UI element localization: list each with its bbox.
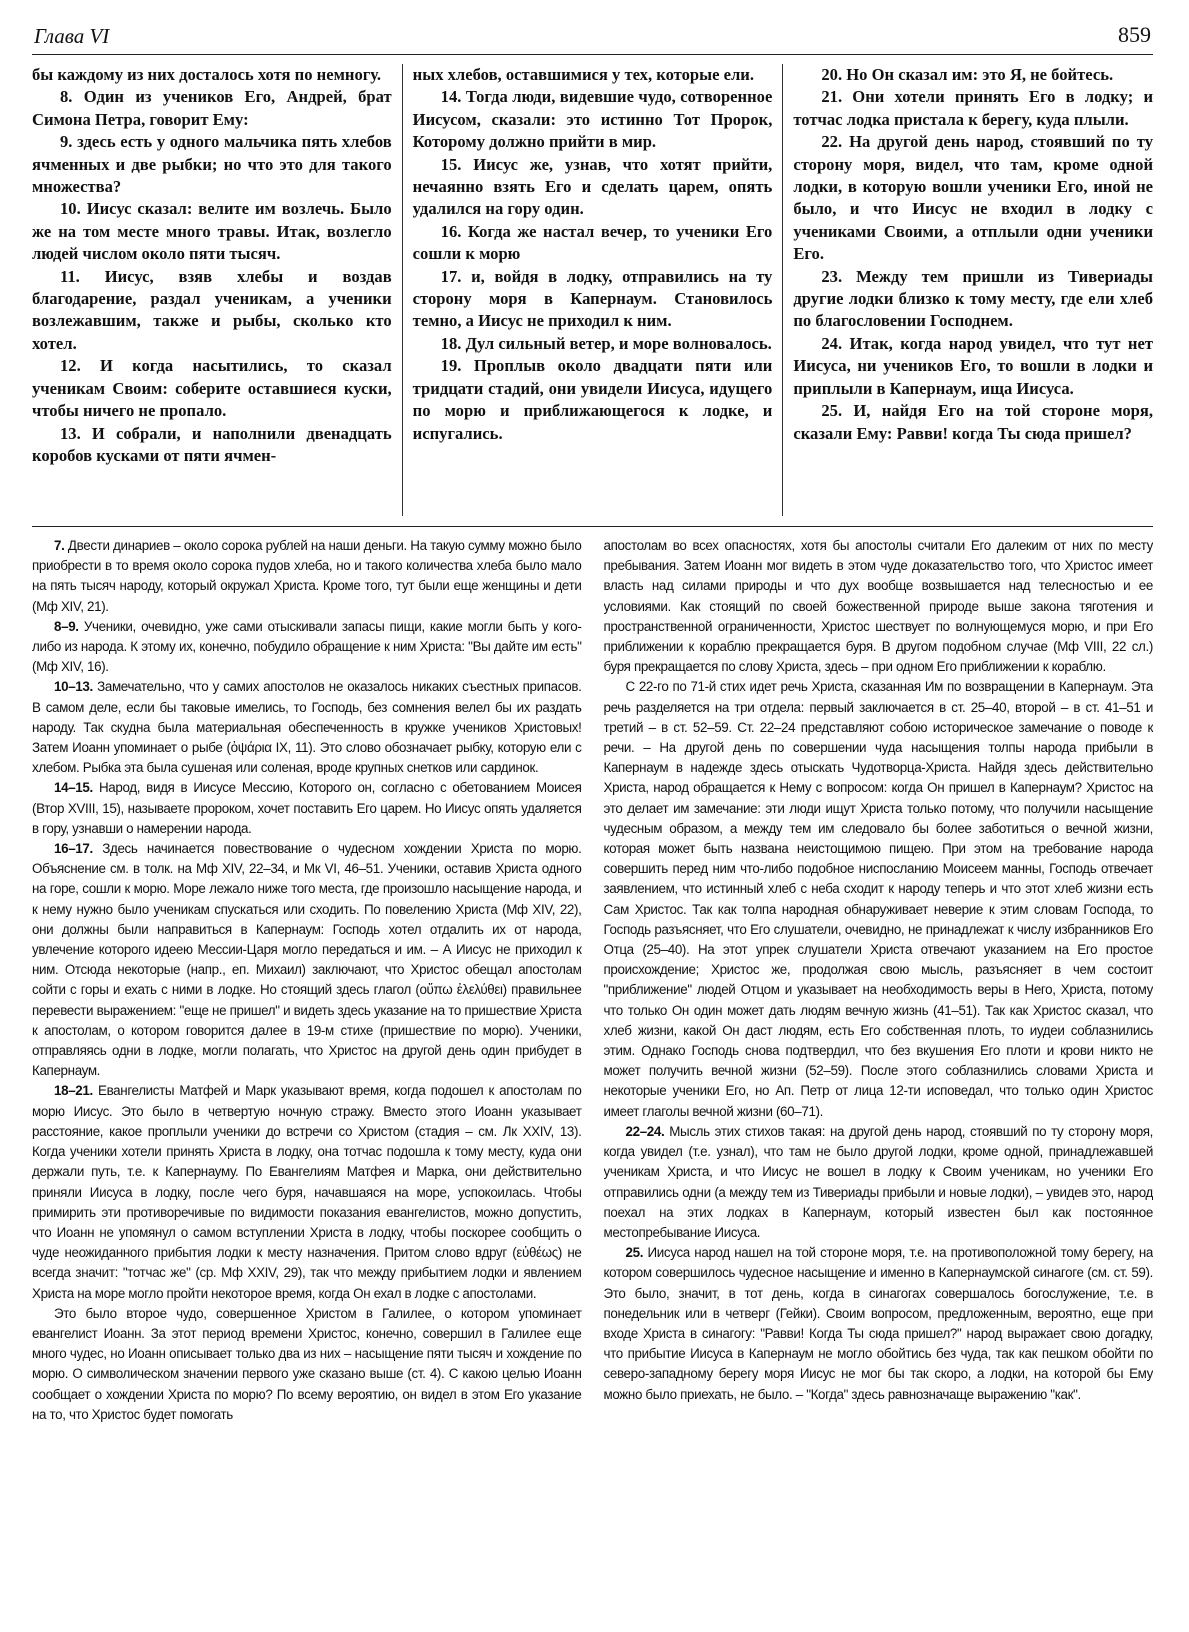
verse-text: 24. Итак, когда народ увидел, что тут нет Иисуса, ни учеников Его, то вошли в лодки и приплыли в Капернаум, ища Иисуса. xyxy=(793,333,1154,398)
verse-text: 25. И, найдя Его на той стороне моря, сказали Ему: Равви! когда Ты сюда пришел? xyxy=(793,401,1154,443)
page-number: 859 xyxy=(1118,22,1151,47)
verse-paragraph xyxy=(793,86,1153,131)
commentary-column-left xyxy=(32,536,582,1616)
verse-text: 21. Они хотели принять Его в лодку; и тотчас лодка пристала к берегу, куда плыли. xyxy=(793,87,1154,129)
verse-text: 8. Один из учеников Его, Андрей, брат Симона Петра, говорит Ему: xyxy=(32,87,392,129)
verse-text: 13. И собрали, и наполнили двенадцать коробов кусками от пяти ячмен- xyxy=(32,423,392,465)
commentary-verse-ref: 7. xyxy=(54,538,65,553)
verse-paragraph xyxy=(32,86,392,131)
commentary-text: Евангелисты Матфей и Марк указывают время, когда подошел к апостолам по морю Иисус. Это было в четвертую ночную стражу. Вместо этого Иоанн указывает расстояние, какое проплыли ученики до встречи со Христом (стадия – см. Лк XXIV, 13). Когда ученики хотели принять Христа в лодку, она тотчас подошла к тому месту, куда они держали путь, т.е. к Капернауму. По Евангелиям Матфея и Марка, они действительно приняли Иисуса в лодку, после чего буря, начавшаяся на море, успокоилась. Чтобы примирить эти противоречивые по видимости показания евангелистов, можно допустить, что Иоанн не упомянул о самом вступлении Христа в лодку, чтобы поскорее сообщить о чуде неожиданного прибытия лодки к месту назначения. Притом слово вдруг (εὐθέως) не всегда значит: "тотчас же" (ср. Мф XXIV, 29), так что между прибытием лодки и явлением Христа на море могло пройти некоторое время, когда Он ехал в лодке с апостолами. xyxy=(32,1083,582,1301)
verse-paragraph xyxy=(413,64,773,86)
verse-paragraph xyxy=(793,333,1153,400)
verse-columns xyxy=(32,64,1153,516)
commentary-verse-ref: 10–13. xyxy=(54,679,93,695)
commentary-paragraph xyxy=(32,617,582,678)
page-header xyxy=(32,20,1153,55)
commentary-verse-ref: 25. xyxy=(625,1245,644,1261)
commentary-paragraph xyxy=(604,1122,1154,1243)
commentary-text: Мысль этих стихов такая: на другой день народ, стоявший по ту сторону моря, когда увидел (т.е. узнал), что там не было другой лодки, кроме одной, принадлежавшей ученикам Христа, и что Иисус не вошел в лодку к Своим ученикам, но ученики Его отправились одни (а между тем из Тивериады прибыли и новые лодки), – увидев это, народ поехал на этих лодках в Капернаум, который известен был как постоянное местопребывание Иисуса. xyxy=(603,1123,1153,1240)
commentary-columns xyxy=(32,536,1153,1616)
commentary-verse-ref: 16–17. xyxy=(54,841,93,857)
verse-text: 22. На другой день народ, стоявший по ту сторону моря, видел, что там, кроме одной лодки, в которую вошли ученики Его, иной не было, и что Иисус не входил в лодку с учениками Своими, а отплыли одни ученики Его. xyxy=(793,132,1154,264)
commentary-verse-ref: 8–9. xyxy=(54,618,79,634)
verse-text: 19. Проплыв около двадцати пяти или тридцати стадий, они увидели Иисуса, идущего по морю и приближающегося к лодке, и испугались. xyxy=(412,356,773,443)
verse-text: 18. Дул сильный ветер, и море волновалось. xyxy=(440,333,772,353)
commentary-paragraph xyxy=(32,839,582,1081)
verse-paragraph xyxy=(793,266,1153,333)
verse-text: 12. И когда насытились, то сказал ученикам Своим: соберите оставшиеся куски, чтобы ничего не пропало. xyxy=(32,356,392,421)
verse-paragraph xyxy=(32,131,392,198)
verse-text: 17. и, войдя в лодку, отправились на ту сторону моря в Капернаум. Становилось темно, а Иисус не приходил к ним. xyxy=(412,266,773,331)
verse-paragraph xyxy=(32,198,392,265)
verse-text: 14. Тогда люди, видевшие чудо, сотворенное Иисусом, сказали: это истинно Тот Пророк, Которому должно прийти в мир. xyxy=(412,87,773,152)
commentary-text: С 22-го по 71-й стих идет речь Христа, сказанная Им по возвращении в Капернаум. Эта речь разделяется на три отдела: первый заключается в ст. 25–40, второй – в ст. 41–51 и третий – в ст. 52–59. Ст. 22–24 представляют собою историческое замечание о поводе к речи. – На другой день по совершении чуда насыщения толпы народа прибыли в Капернаум в надежде здесь отыскать Чудотворца-Христа. Найдя здесь действительно Христа, народ обращается к Нему с вопросом: когда Он пришел в Капернаум? Христос на это делает им замечание: эти люди ищут Христа только потому, что получили насыщение чудесным образом, а между тем им следовало бы более заботиться о вечной жизни, которая может быть названа неистощимою пищею. При этом на требование народа совершить перед ним что-либо подобное ниспосланию Моисеем манны, Господь отвечает заявлением, что истинный хлеб с неба сходит к народу теперь и что этот хлеб жизни есть Сам Христос. Так как толпа народная обнаруживает неверие к этим словам Господа, то Господь разъясняет, что Его слушатели, очевидно, не принадлежат к числу избранников Его Отца (25–40). На этот упрек слушатели Христа отвечают указанием на Его простое происхождение; Христос же, продолжая свою мысль, разъясняет в чем состоит "приближение" людей Отцом и указывает на необходимость веры в Него, Христа, потому что только Он один может дать людям вечную жизнь (41–51). Так как Христос сказал, что хлеб жизни, какой Он даст людям, есть Его собственная плоть, то иудеи соблазнились этим. Однако Господь снова подтвердил, что без вкушения Его плоти и крови никто не может получить вечной жизни (52–59). После этого соблазнились словами Христа и некоторые ученики Его, но Ап. Петр от лица 12-ти исповедал, что только один Христос имеет глаголы вечной жизни (60–71). xyxy=(603,679,1153,1119)
commentary-paragraph xyxy=(604,1243,1154,1405)
verse-paragraph xyxy=(32,64,392,86)
section-divider xyxy=(32,526,1153,527)
verse-paragraph xyxy=(793,131,1153,265)
verse-text: 9. здесь есть у одного мальчика пять хлебов ячменных и две рыбки; но что это для такого множества? xyxy=(32,132,392,197)
verse-column-1 xyxy=(32,64,402,516)
commentary-paragraph xyxy=(604,677,1154,1121)
commentary-text: Это было второе чудо, совершенное Христом в Галилее, о котором упоминает евангелист Иоанн. За этот период времени Христос, конечно, совершил в Галилее еще много чудес, но Иоанн описывает только два из них – насыщение пяти тысяч и хождение по морю. О символическом значении первого уже сказано выше (ст. 4). С какою целью Иоанн сообщает о хождении Христа по морю? По всему вероятию, он видел в этом Его указание на то, что Христос будет помогать xyxy=(32,1305,582,1422)
verse-paragraph xyxy=(413,333,773,355)
commentary-column-right xyxy=(604,536,1154,1616)
verse-text: бы каждому из них досталось хотя по немногу. xyxy=(32,65,382,84)
verse-paragraph xyxy=(413,221,773,266)
verse-paragraph xyxy=(32,423,392,468)
verse-paragraph xyxy=(32,266,392,356)
commentary-paragraph xyxy=(604,536,1154,677)
commentary-text: Двести динариев – около сорока рублей на наши деньги. На такую сумму можно было приобрести в то время около сорока пудов хлеба, но и такого количества хлеба было мало на пять тысяч народу, который окружал Христа. Кроме того, тут были еще женщины и дети (Мф XIV, 21). xyxy=(32,538,582,614)
commentary-paragraph xyxy=(32,778,582,839)
verse-text: 16. Когда же настал вечер, то ученики Его сошли к морю xyxy=(412,221,773,264)
commentary-text: Замечательно, что у самих апостолов не оказалось никаких съестных припасов. В самом деле, если бы таковые имелись, то Господь, без сомнения велел бы их раздать народу. Так скудна была материальная обеспеченность в кружке учеников Христовых! Затем Иоанн упоминает о рыбе (ὀψάρια IX, 11). Это слово обозначает рыбку, которую ели с хлебом. Рыбка эта была сушеная или соленая, вроде крупных снетков или сардинок. xyxy=(32,679,582,776)
verse-paragraph xyxy=(793,400,1153,445)
verse-paragraph xyxy=(413,266,773,333)
commentary-paragraph xyxy=(32,1081,582,1303)
commentary-verse-ref: 22–24. xyxy=(625,1123,665,1139)
commentary-text: Здесь начинается повествование о чудесном хождении Христа по морю. Объяснение см. в толк. на Мф XIV, 22–34, и Мк VI, 46–51. Ученики, оставив Христа одного на горе, сошли к морю. Море лежало ниже того места, где произошло насыщение народа, и к нему нужно было ученикам спускаться или сходить. По повелению Христа (Мф XIV, 22), они должны были направиться в Капернаум: Господь хотел отдалить их от народа, увлечение которого идеею Мессии-Царя могло передаться и им. – А Иисус не приходил к ним. Отсюда некоторые (напр., еп. Михаил) заключают, что Христос обещал апостолам сойти с горы и ехать с ними в лодке. Но стоящий здесь глагол (οὔπω ἐλελύθει) правильнее перевести выражением: "еще не пришел" и видеть здесь указание на то пришествие Христа к апостолам, о котором говорится далее в 19-м стихе (пришествие по морю). Ученики, отправляясь одни в лодке, могли полагать, что Христос на другой день один прибудет в Капернаум. xyxy=(32,841,582,1079)
commentary-verse-ref: 18–21. xyxy=(54,1083,93,1099)
verse-paragraph xyxy=(413,355,773,445)
chapter-title: Глава VI xyxy=(34,24,110,48)
commentary-paragraph xyxy=(32,1304,582,1425)
commentary-text: Народ, видя в Иисусе Мессию, Которого он, согласно с обетованием Моисея (Втор XVIII, 15), называете пророком, хочет поставить Его царем. Но Иисус опять удаляется в гору, узнавши о намерении народа. xyxy=(32,780,582,836)
verse-column-3 xyxy=(782,64,1153,516)
verse-column-2 xyxy=(402,64,783,516)
verse-paragraph xyxy=(32,355,392,422)
verse-paragraph xyxy=(793,64,1153,86)
verse-paragraph xyxy=(413,154,773,221)
verse-text: 20. Но Он сказал им: это Я, не бойтесь. xyxy=(821,65,1114,84)
commentary-paragraph xyxy=(32,677,582,778)
commentary-verse-ref: 14–15. xyxy=(54,780,93,796)
verse-text: 10. Иисус сказал: велите им возлечь. Было же на том месте много травы. Итак, возлегло людей числом около пяти тысяч. xyxy=(32,199,392,264)
commentary-text: Иисуса народ нашел на той стороне моря, т.е. на противоположной тому берегу, на котором совершилось чудесное насыщение и именно в Капернаумской синагоге (см. ст. 59). Это было, значит, в тот день, когда в синагогах совершалось богослужение, т.е. в понедельник или в четверг (Гейки). Своим вопросом, предложенным, вероятно, еще при входе Христа в синагогу: "Равви! Когда Ты сюда пришел?" народ выражает свою догадку, что прибытие Иисуса в Капернаум не могло обойтись без чуда, так как пешком обойти по северо-западному берегу моря Иисус не мог бы так скоро, а лодки, на которой бы Ему можно было приехать, не было. – "Когда" здесь равнозначаще выражению "как". xyxy=(603,1245,1153,1402)
verse-text: 11. Иисус, взяв хлебы и воздав благодарение, раздал ученикам, а ученики возлежавшим, также и рыбы, сколько кто хотел. xyxy=(32,266,392,353)
verse-paragraph xyxy=(413,86,773,153)
verse-text: 15. Иисус же, узнав, что хотят прийти, нечаянно взять Его и сделать царем, опять удалился на гору один. xyxy=(412,154,773,219)
verse-text: ных хлебов, оставшимися у тех, которые ели. xyxy=(412,65,754,84)
verse-text: 23. Между тем пришли из Тивериады другие лодки близко к тому месту, где ели хлеб по благословении Господнем. xyxy=(793,266,1154,331)
commentary-paragraph xyxy=(32,536,582,617)
commentary-text: апостолам во всех опасностях, хотя бы апостолы считали Его далеким от них по месту пребывания. Затем Иоанн мог видеть в этом чуде доказательство того, что Христос имеет власть над силами природы и что дух вообще возвышается над телесностью и ее условиями. Как стоящий по своей божественной природе выше закона тяготения и пространственной ограниченности, Христос шествует по волнующемуся морю, и при Его приближении к кораблю прекращается буря. В другом подобном случае (Мф VIII, 22 сл.) буря прекращается по слову Христа, здесь – при одном Его приближении к кораблю. xyxy=(603,538,1153,675)
commentary-text: Ученики, очевидно, уже сами отыскивали запасы пищи, какие могли быть у кого-либо из народа. К этому их, конечно, побудило обращение к ним Христа: "Вы дайте им есть" (Мф XIV, 16). xyxy=(32,618,582,675)
